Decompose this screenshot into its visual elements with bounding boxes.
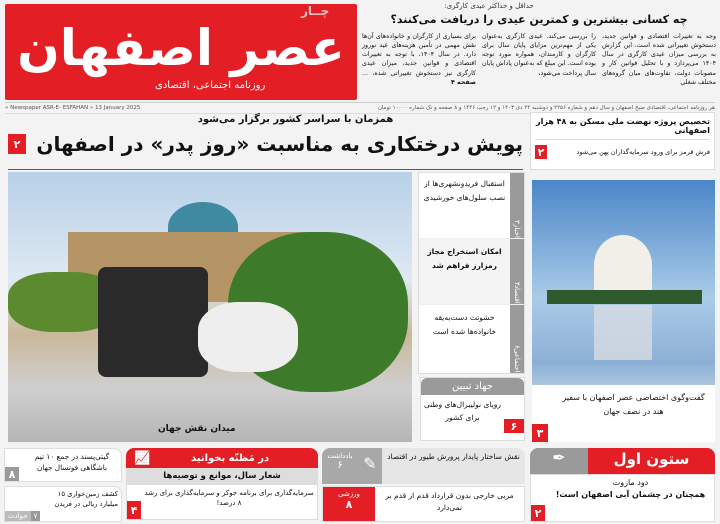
fountain-pen-icon: ✒ (530, 448, 588, 474)
trend-chart-icon: 📈 (134, 450, 151, 466)
right-caption-box (532, 385, 715, 442)
mazanne-text: سرمایه‌گذاری برای برنامه جوکر و سرمایه‌گذاری برای رشد ۸ درصد! (144, 489, 314, 508)
brief-tag: اخبار ۳ (510, 173, 524, 238)
brief-tag: اقتصاد ۴ (510, 239, 524, 304)
left-item-tag: ۷ حوادث (5, 511, 40, 521)
main-title: پویش درختکاری به مناسبت «روز پدر» در اصفهان (36, 132, 523, 156)
horse (198, 302, 298, 372)
masthead-logo (5, 4, 357, 100)
left-item-text: گیتی‌پسند در جمع ۱۰ تیم باشگاهی فوتسال جهان (34, 452, 110, 472)
top-story-col: را بررسی می‌کند. عیدی کارگری به‌عنوان یکی از مهم‌ترین مزایای پایان سال برای کارگران و کارمندان، همواره مورد توجه بوده است. این مبلغ که به‌عنوان پاداش پایان سال پرداخت می‌شود، (482, 33, 596, 77)
varzeshi-text: مربی خارجی بدون قرارداد قدم از قدم بر نمی‌دارد (385, 491, 514, 512)
brief-text: امکان استخراج مجاز رمزارز فراهم شد (427, 247, 502, 271)
varzeshi-tag: ورزشی ۸ (323, 487, 375, 521)
brief-tag: اجتماعی ۶ (510, 305, 524, 373)
main-photo[interactable] (8, 172, 412, 442)
cypress-trees (547, 290, 702, 304)
sotun-line1: دود مازوت (612, 478, 649, 487)
page-badge: ۳ (532, 424, 548, 442)
right-headline-sub: فرش قرمز برای ورود سرمایه‌گذاران پهن می‌شود (576, 148, 710, 156)
taj-mahal (594, 235, 652, 295)
photo-caption: میدان نقش جهان (158, 424, 236, 434)
mazanne-sub: شعار سال، موانع و توصیه‌ها (126, 468, 318, 484)
top-story-col: وجه به تغییرات اقتصادی و قوانین جدید، دستخوش تغییراتی شده است. این گزارش به بررسی میزان عیدی کارگری در سال ۱۴۰۴ می‌پردازد و با تحلیل قوانین کار و مصوبات دولت، تفاوت‌های میان گروه‌های مختلف شغلی (602, 33, 716, 86)
page-badge: ۴ (127, 501, 141, 519)
page-badge: ۸ (5, 467, 19, 481)
right-headline-title: تخصیص پروژه نهضت ملی مسکن به ۴۸ هزار اصفهانی (535, 117, 710, 140)
logo-tagline: روزنامه اجتماعی، اقتصادی (155, 80, 266, 91)
brief-text: استقبال فریدونشهری‌ها از نصب سلول‌های خورشیدی (423, 179, 506, 202)
left-item-text: کشف زمین‌خواری ۱۵ میلیارد ریالی در فریدن (54, 490, 118, 509)
right-headline[interactable] (530, 112, 715, 170)
page-badge: ۲ (531, 505, 545, 521)
brief-item[interactable] (419, 173, 524, 239)
meta-english: « Newspaper ASR-E- ESFAHAN » 13 January 2025 (5, 105, 141, 111)
top-story[interactable] (362, 2, 716, 96)
jahad-box[interactable] (420, 377, 525, 441)
left-item[interactable] (4, 448, 122, 482)
carriage (98, 267, 208, 377)
yaddasht-text: نقش ساختار پایدار پرورش طیور در اقتصاد (387, 452, 520, 461)
page-badge: ۲ (535, 145, 547, 159)
sotun-avval[interactable] (530, 448, 715, 522)
quill-icon: ✎ (358, 448, 382, 484)
sotun-line2: همچنان در چشمان آبی اصفهان است! (555, 490, 706, 499)
mazanne[interactable] (126, 448, 318, 522)
varzeshi[interactable] (322, 486, 525, 522)
page-badge: ۶ (504, 419, 524, 433)
briefs-box (418, 172, 525, 374)
left-item[interactable] (4, 486, 122, 522)
right-photo[interactable] (532, 180, 715, 442)
logo-text: عصر اصفهان (17, 19, 345, 77)
yaddasht[interactable] (322, 448, 525, 484)
brief-item[interactable] (419, 305, 524, 373)
yaddasht-tag: یادداشت ۶ (322, 448, 358, 484)
top-story-col: برای بسیاری از کارگران و خانواده‌های آن‌ها نقش مهمی در تأمین هزینه‌های عید نوروز دارد. در سال ۱۴۰۴، با توجه به تغییرات اقتصادی و قوانین جدید، میزان عیدی کارگری نیز دستخوش تغییراتی شده، ... صفحه ۴ (362, 33, 476, 86)
logo-stamp: چــار (301, 4, 330, 18)
top-story-title: چه کسانی بیشترین و کمترین عیدی را دریافت می‌کنند؟ (390, 13, 688, 26)
mazanne-title: در مَظنّه بخوانید (190, 452, 270, 464)
brief-item[interactable] (419, 239, 524, 305)
meta-persian: هر روزنامه اجتماعی، اقتصادی صبح اصفهان و سال دهم و شماره ۲۲۵۶ و دوشنبه ۲۴ دی ۱۴۰۳ و ۱۲ رجب ۱۴۴۶ و ۸ صفحه و تک شماره ۱۰۰۰۰ تومان (377, 105, 715, 111)
jahad-text: رویای نولیبرال‌های وطنی برای کشور (424, 400, 501, 422)
right-photo-caption: گفت‌وگوی اختصاصی عصر اصفهان با سفیر هند در نصف جهان (562, 393, 705, 417)
page-badge: ۲ (8, 134, 26, 154)
main-headline[interactable] (8, 114, 523, 170)
reflection (594, 305, 652, 360)
main-kicker: همزمان با سراسر کشور برگزار می‌شود (197, 114, 394, 125)
sotun-title: ستون اول (588, 448, 715, 474)
top-story-kicker: حداقل و حداکثر عیدی کارگری: (444, 2, 534, 10)
brief-text: خشونت دست‌به‌یقه خانواده‌ها شده است (432, 313, 497, 337)
jahad-title: جهاد تبیین (421, 378, 524, 395)
